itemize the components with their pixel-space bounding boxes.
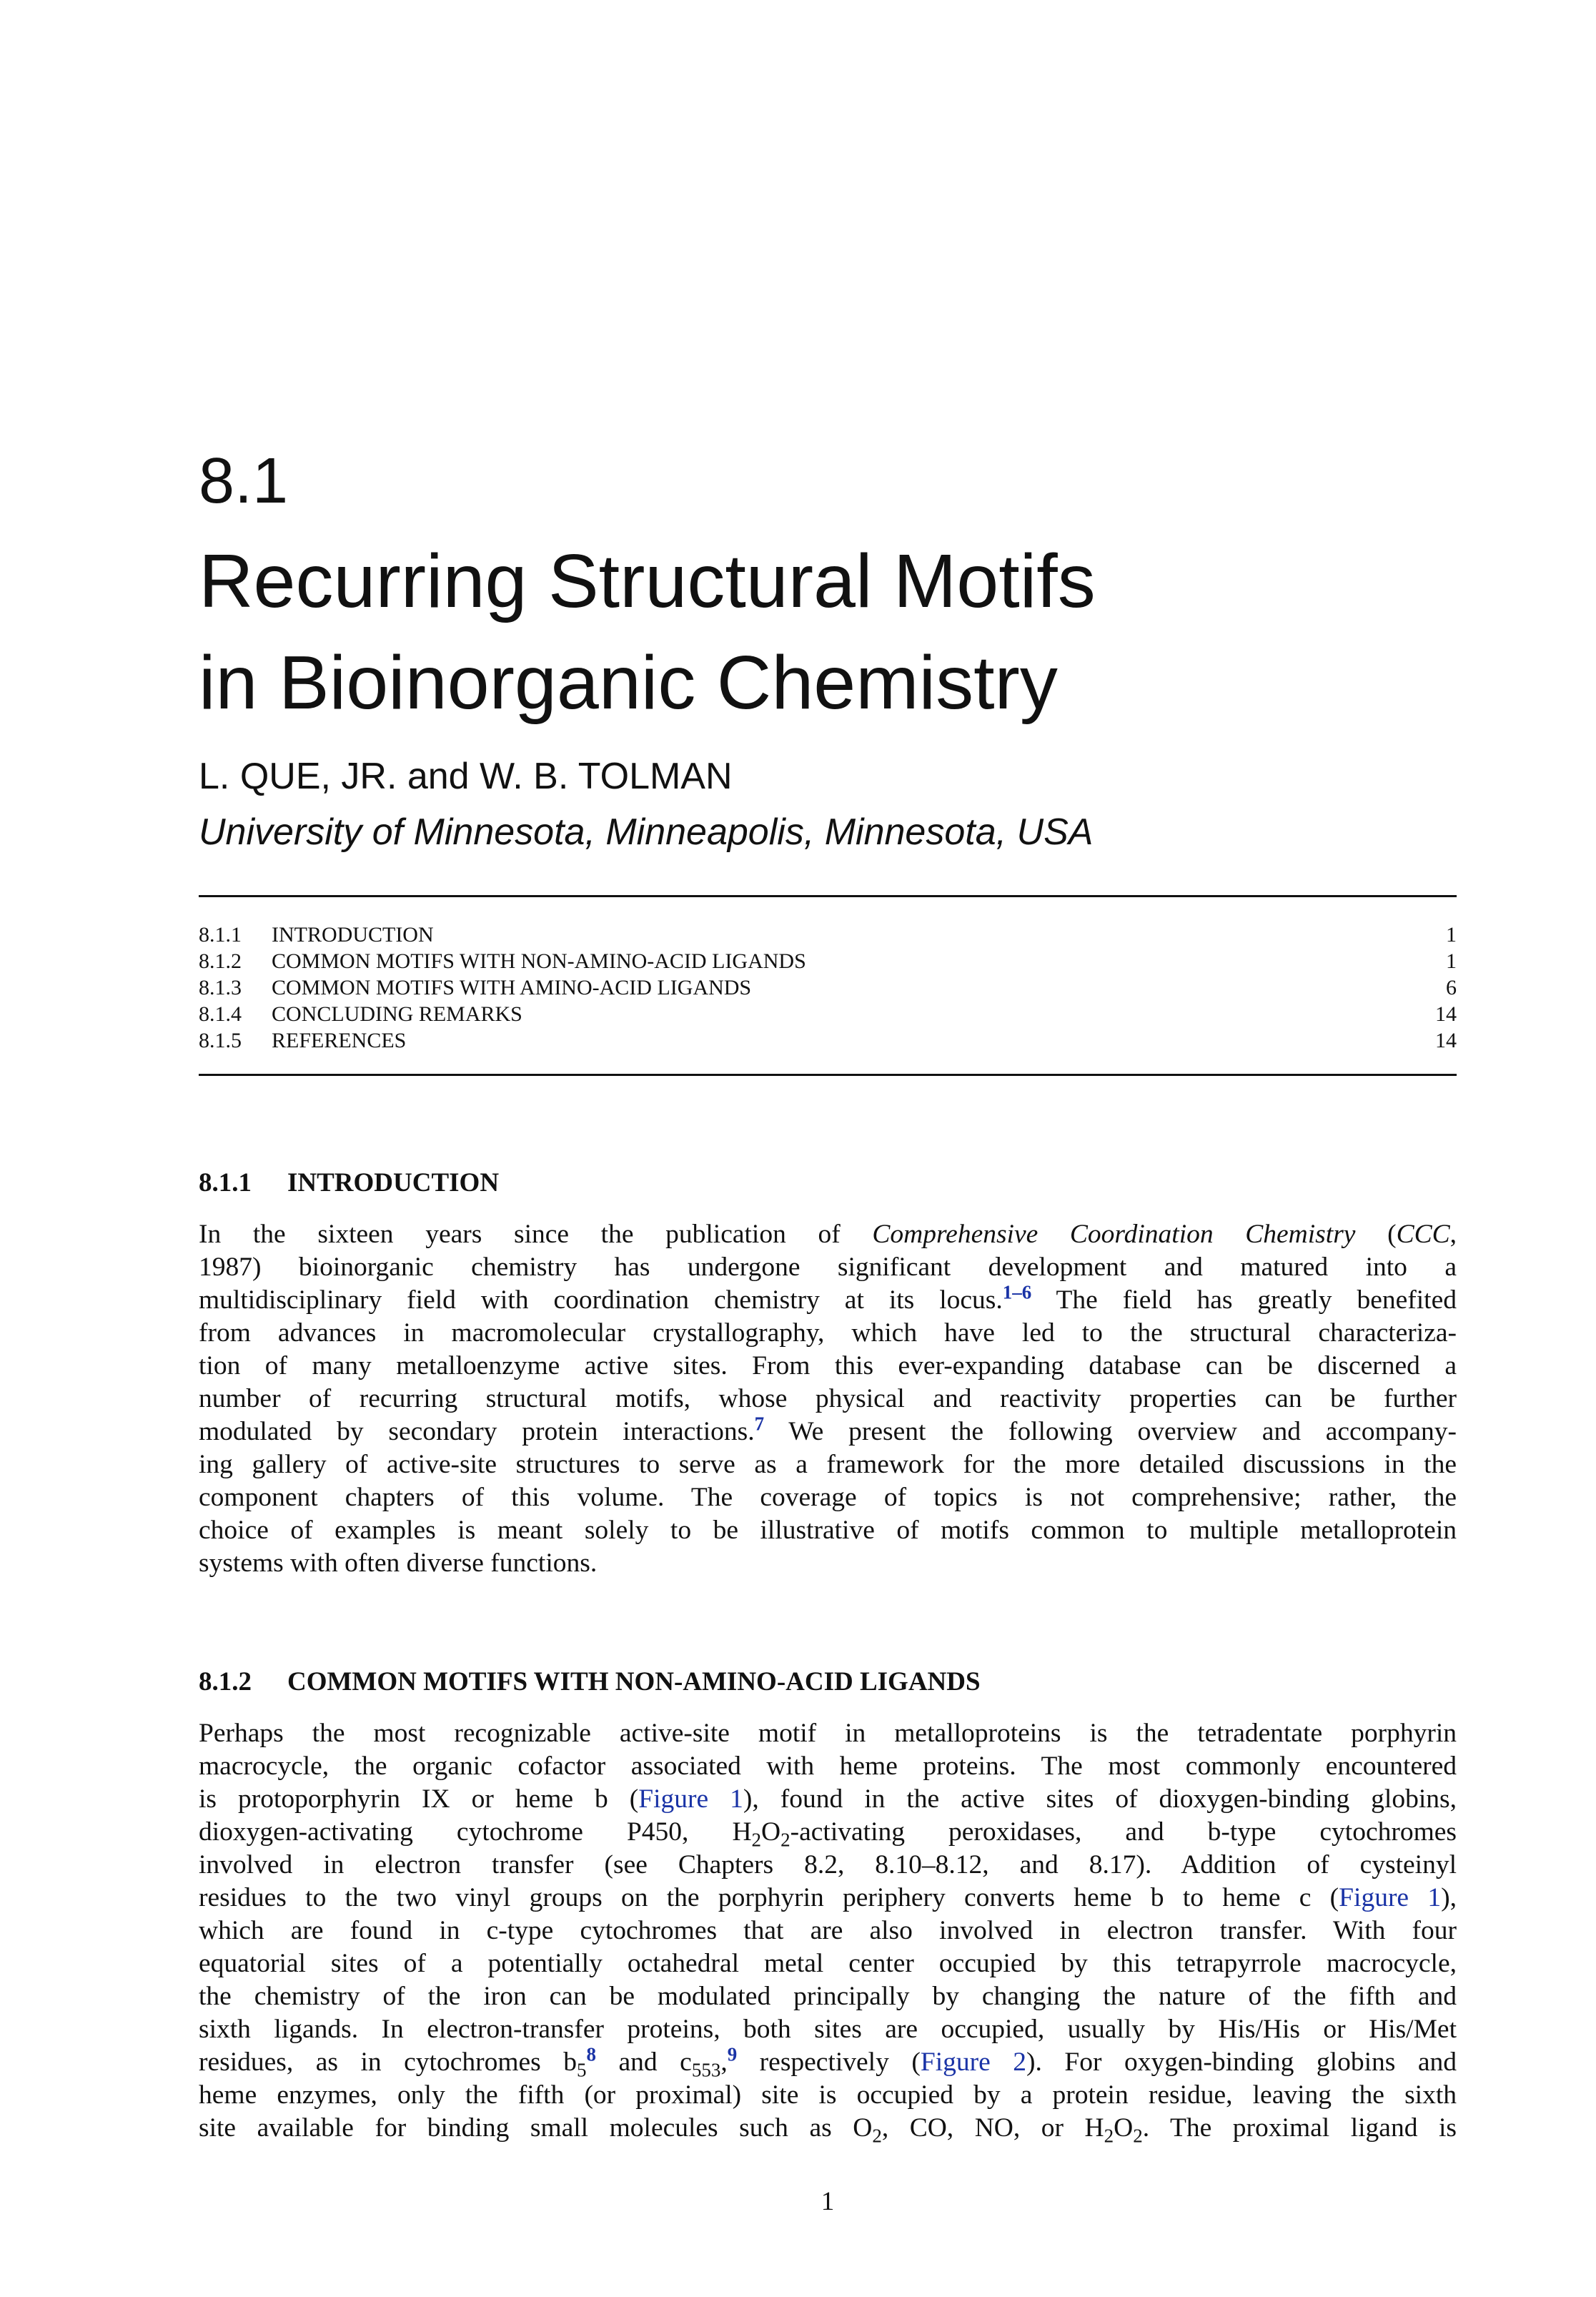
text-run: The field has greatly benefited <box>1031 1285 1457 1315</box>
text-run: ), found in the active sites of dioxygen-binding globins, <box>743 1784 1457 1814</box>
text-run: O <box>1114 2113 1134 2143</box>
abbreviation: CCC <box>1396 1220 1450 1249</box>
chapter-title <box>199 530 1457 733</box>
text-line: systems with often diverse functions. <box>199 1548 598 1578</box>
chapter-title-line-2: in Bioinorganic Chemistry <box>199 641 1058 725</box>
section-title: COMMON MOTIFS WITH NON-AMINO-ACID LIGANDS <box>287 1667 981 1696</box>
citation-link[interactable]: 1–6 <box>1002 1281 1032 1303</box>
section-number: 8.1.1 <box>199 1168 252 1197</box>
text-line: sixth ligands. In electron-transfer proteins, both sites are occupied, usually by His/His or His/Met <box>199 2015 1457 2044</box>
text-run: modulated by secondary protein interactions. <box>199 1417 755 1446</box>
text-line: Perhaps the most recognizable active-site motif in metalloproteins is the tetradentate porphyrin <box>199 1719 1457 1748</box>
section-title: INTRODUCTION <box>287 1168 500 1197</box>
toc-entry-page: 1 <box>1446 923 1457 947</box>
text-line: heme enzymes, only the fifth (or proximal) site is occupied by a protein residue, leaving the sixth <box>199 2080 1457 2110</box>
chapter-title-line-1: Recurring Structural Motifs <box>199 539 1096 623</box>
toc-entry-page: 6 <box>1446 976 1457 999</box>
introduction-paragraph <box>199 1218 1457 1580</box>
text-line: macrocycle, the organic cofactor associated with heme proteins. The most commonly encountered <box>199 1752 1457 1781</box>
subscript: 2 <box>1104 2125 1114 2147</box>
text-run: is protoporphyrin IX or heme b ( <box>199 1784 639 1814</box>
text-run: We present the following overview and accompany- <box>764 1417 1457 1446</box>
text-line: number of recurring structural motifs, whose physical and reactivity properties can be further <box>199 1384 1457 1413</box>
text-run: multidisciplinary field with coordination chemistry at its locus. <box>199 1285 1003 1315</box>
text-run: . The proximal ligand is <box>1142 2113 1457 2143</box>
text-line: choice of examples is meant solely to be illustrative of motifs common to multiple metalloprotein <box>199 1516 1457 1545</box>
toc-entry-number: 8.1.5 <box>199 1029 242 1052</box>
text-run: ), <box>1441 1883 1457 1912</box>
text-run: respectively ( <box>737 2047 921 2077</box>
text-run: residues to the two vinyl groups on the porphyrin periphery converts heme b to heme c ( <box>199 1883 1339 1912</box>
section-heading-non-amino-acid-ligands <box>199 1666 981 1699</box>
text-run: , CO, NO, or H <box>881 2113 1104 2143</box>
text-line: tion of many metalloenzyme active sites. From this ever-expanding database can be discerned a <box>199 1351 1457 1380</box>
text-run: ( <box>1355 1220 1397 1249</box>
paper-page <box>199 0 1457 2297</box>
text-line <box>199 1882 1457 1915</box>
figure-2-link[interactable]: Figure 2 <box>920 2047 1026 2077</box>
subscript: 553 <box>691 2059 721 2081</box>
subscript: 2 <box>751 1829 762 1851</box>
toc-entry-number: 8.1.1 <box>199 923 242 947</box>
text-run: residues, as in cytochromes b <box>199 2047 578 2077</box>
subscript: 2 <box>872 2125 882 2147</box>
citation-link[interactable]: 7 <box>754 1413 765 1435</box>
text-line: equatorial sites of a potentially octahedral metal center occupied by this tetrapyrrole macrocycle, <box>199 1949 1457 1978</box>
text-line: 1987) bioinorganic chemistry has undergone significant development and matured into a <box>199 1253 1457 1282</box>
toc-entry[interactable] <box>199 1027 1457 1054</box>
toc-entry-label: REFERENCES <box>272 1029 407 1052</box>
text-line <box>199 1413 1457 1448</box>
text-line <box>199 1816 1457 1849</box>
text-run: -activating peroxidases, and b-type cytochromes <box>790 1817 1457 1847</box>
text-line <box>199 1218 1457 1251</box>
text-run: dioxygen-activating cytochrome P450, H <box>199 1817 752 1847</box>
text-line: which are found in c-type cytochromes that are also involved in electron transfer. With four <box>199 1916 1457 1945</box>
subscript: 5 <box>577 2059 587 2081</box>
affiliation: University of Minnesota, Minneapolis, Minnesota, USA <box>199 811 1094 853</box>
toc-entry-label: COMMON MOTIFS WITH NON-AMINO-ACID LIGANDS <box>272 949 806 973</box>
authors: L. QUE, JR. and W. B. TOLMAN <box>199 756 733 797</box>
text-line <box>199 2112 1457 2145</box>
figure-1-link[interactable]: Figure 1 <box>638 1784 743 1814</box>
citation-link[interactable]: 9 <box>727 2043 738 2065</box>
non-amino-acid-ligands-paragraph <box>199 1717 1457 2145</box>
citation-link[interactable]: 8 <box>586 2043 597 2065</box>
page-number: 1 <box>821 2187 835 2216</box>
toc-entry[interactable] <box>199 948 1457 974</box>
toc-entry[interactable] <box>199 1001 1457 1027</box>
toc-entry[interactable] <box>199 974 1457 1001</box>
toc-entry-label: INTRODUCTION <box>272 923 434 947</box>
text-line <box>199 2043 1457 2081</box>
section-heading-introduction <box>199 1167 499 1200</box>
text-run: In the sixteen years since the publication of <box>199 1220 873 1249</box>
section-number: 8.1.2 <box>199 1667 252 1696</box>
toc-entry-page: 14 <box>1435 1002 1457 1026</box>
toc-entry-page: 1 <box>1446 949 1457 973</box>
subscript: 2 <box>1133 2125 1143 2147</box>
text-line <box>199 1281 1457 1317</box>
text-run: , <box>1449 1220 1457 1249</box>
toc-entry-number: 8.1.4 <box>199 1002 242 1026</box>
text-line: from advances in macromolecular crystallography, which have led to the structural characteriza- <box>199 1318 1457 1348</box>
text-run: , <box>720 2047 728 2077</box>
toc-entry-label: COMMON MOTIFS WITH AMINO-ACID LIGANDS <box>272 976 752 999</box>
text-line: involved in electron transfer (see Chapters 8.2, 8.10–8.12, and 8.17). Addition of cysteinyl <box>199 1850 1457 1879</box>
toc-entry[interactable] <box>199 922 1457 948</box>
toc-entry-page: 14 <box>1435 1029 1457 1052</box>
text-run: O <box>761 1817 781 1847</box>
toc-entry-number: 8.1.3 <box>199 976 242 999</box>
text-run: ). For oxygen-binding globins and <box>1026 2047 1457 2077</box>
subscript: 2 <box>780 1829 790 1851</box>
toc-entry-label: CONCLUDING REMARKS <box>272 1002 522 1026</box>
text-run: and c <box>596 2047 692 2077</box>
text-line: the chemistry of the iron can be modulated principally by changing the nature of the fifth and <box>199 1982 1457 2011</box>
journal-title: Comprehensive Coordination Chemistry <box>872 1220 1356 1249</box>
toc-entry-number: 8.1.2 <box>199 949 242 973</box>
table-of-contents <box>199 895 1457 1076</box>
text-run: site available for binding small molecules such as O <box>199 2113 873 2143</box>
text-line: component chapters of this volume. The coverage of topics is not comprehensive; rather, the <box>199 1483 1457 1512</box>
text-line: ing gallery of active-site structures to serve as a framework for the more detailed discussions in the <box>199 1450 1457 1479</box>
text-line <box>199 1783 1457 1816</box>
chapter-number: 8.1 <box>199 445 289 517</box>
figure-1-link[interactable]: Figure 1 <box>1339 1883 1442 1912</box>
